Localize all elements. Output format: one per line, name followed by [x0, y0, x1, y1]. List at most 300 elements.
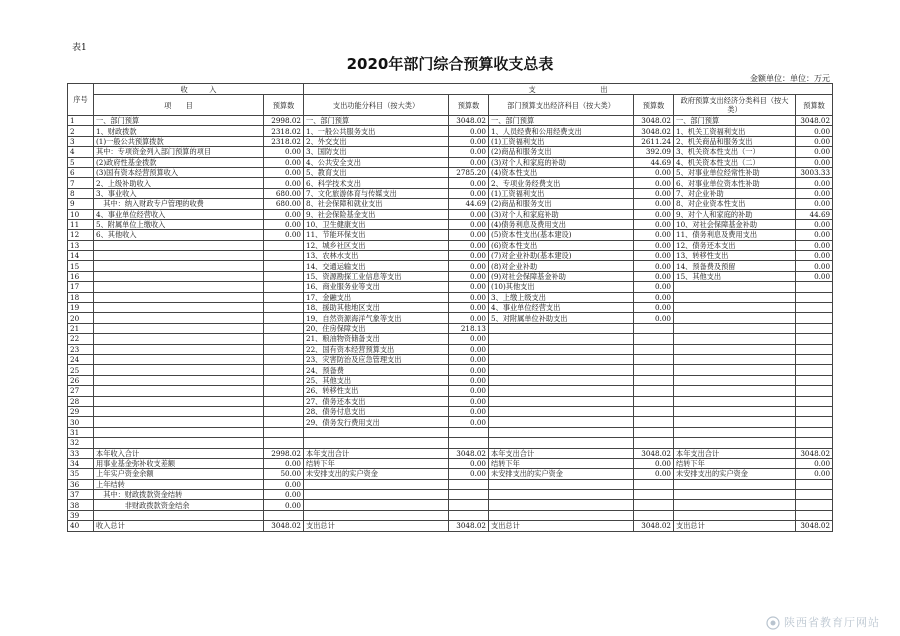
gov-amount: 3048.02 — [796, 448, 833, 458]
header-budget: 预算数 — [264, 95, 304, 116]
gov-item: 10、对社会保障基金补助 — [674, 219, 796, 229]
income-item: 收入总计 — [94, 521, 264, 531]
gov-item: 6、对事业单位资本性补助 — [674, 178, 796, 188]
dept-item: (2)商品和服务支出 — [489, 147, 634, 157]
func-item: 8、社会保障和就业支出 — [304, 199, 449, 209]
dept-amount: 0.00 — [634, 313, 674, 323]
gov-item: 本年支出合计 — [674, 448, 796, 458]
func-item: 28、债务付息支出 — [304, 406, 449, 416]
table-row — [68, 458, 833, 468]
func-amount: 218.13 — [449, 323, 489, 333]
func-amount: 44.69 — [449, 199, 489, 209]
income-amount: 0.00 — [264, 479, 304, 489]
table-row — [68, 448, 833, 458]
income-amount: 0.00 — [264, 219, 304, 229]
dept-item: (5)资本性支出(基本建设) — [489, 230, 634, 240]
income-amount — [264, 510, 304, 520]
income-amount — [264, 396, 304, 406]
row-number: 23 — [68, 344, 94, 354]
table-row — [68, 334, 833, 344]
gov-item: 8、对企业资本性支出 — [674, 199, 796, 209]
income-amount: 0.00 — [264, 230, 304, 240]
func-amount: 2785.20 — [449, 167, 489, 177]
row-number: 26 — [68, 375, 94, 385]
row-number: 12 — [68, 230, 94, 240]
gov-amount: 0.00 — [796, 458, 833, 468]
watermark — [766, 614, 881, 630]
header-item: 项 目 — [94, 95, 264, 116]
income-amount: 2318.02 — [264, 126, 304, 136]
income-amount — [264, 344, 304, 354]
func-amount: 0.00 — [449, 334, 489, 344]
income-amount — [264, 251, 304, 261]
gov-item — [674, 334, 796, 344]
income-amount — [264, 417, 304, 427]
income-item — [94, 417, 264, 427]
row-number: 20 — [68, 313, 94, 323]
gov-item — [674, 417, 796, 427]
dept-amount — [634, 479, 674, 489]
table-row — [68, 261, 833, 271]
row-number: 40 — [68, 521, 94, 531]
row-number: 3 — [68, 136, 94, 146]
income-amount — [264, 261, 304, 271]
income-amount: 0.00 — [264, 500, 304, 510]
dept-amount: 3048.02 — [634, 521, 674, 531]
dept-amount: 0.00 — [634, 469, 674, 479]
gov-item: 1、机关工资福利支出 — [674, 126, 796, 136]
table-row — [68, 157, 833, 167]
gov-item: 12、债务还本支出 — [674, 240, 796, 250]
row-number: 28 — [68, 396, 94, 406]
table-row — [68, 396, 833, 406]
row-number: 18 — [68, 292, 94, 302]
dept-amount — [634, 334, 674, 344]
row-number: 8 — [68, 188, 94, 198]
dept-amount — [634, 406, 674, 416]
emblem-icon — [766, 616, 780, 630]
row-number: 16 — [68, 271, 94, 281]
income-amount: 0.00 — [264, 209, 304, 219]
income-item — [94, 427, 264, 437]
header-budget: 预算数 — [449, 95, 489, 116]
func-amount: 0.00 — [449, 271, 489, 281]
income-item: 5、附属单位上缴收入 — [94, 219, 264, 229]
income-item — [94, 354, 264, 364]
row-number: 33 — [68, 448, 94, 458]
gov-amount: 0.00 — [796, 271, 833, 281]
dept-amount — [634, 438, 674, 448]
income-amount: 0.00 — [264, 157, 304, 167]
dept-item — [489, 344, 634, 354]
dept-item: 结转下年 — [489, 458, 634, 468]
income-amount — [264, 313, 304, 323]
gov-item: 结转下年 — [674, 458, 796, 468]
func-item: 5、教育支出 — [304, 167, 449, 177]
table-row — [68, 427, 833, 437]
dept-item: (6)资本性支出 — [489, 240, 634, 250]
dept-item: (8)对企业补助 — [489, 261, 634, 271]
income-amount: 2998.02 — [264, 448, 304, 458]
table-row — [68, 167, 833, 177]
gov-amount — [796, 406, 833, 416]
dept-item: 1、人员经费和公用经费支出 — [489, 126, 634, 136]
dept-item: (4)债务利息及费用支出 — [489, 219, 634, 229]
dept-amount: 0.00 — [634, 251, 674, 261]
header-gov: 政府预算支出经济分类科目（按大类） — [674, 95, 796, 116]
gov-amount: 0.00 — [796, 261, 833, 271]
row-number: 9 — [68, 199, 94, 209]
func-amount: 0.00 — [449, 469, 489, 479]
income-item: 6、其他收入 — [94, 230, 264, 240]
table-row — [68, 251, 833, 261]
table-row — [68, 292, 833, 302]
table-row — [68, 178, 833, 188]
gov-amount: 3048.02 — [796, 521, 833, 531]
dept-amount: 392.09 — [634, 147, 674, 157]
gov-item — [674, 375, 796, 385]
func-amount: 0.00 — [449, 354, 489, 364]
func-item: 支出总计 — [304, 521, 449, 531]
row-number: 32 — [68, 438, 94, 448]
row-number: 4 — [68, 147, 94, 157]
gov-item — [674, 313, 796, 323]
gov-item: 14、预备费及预留 — [674, 261, 796, 271]
table-row — [68, 469, 833, 479]
row-number: 1 — [68, 116, 94, 126]
gov-item — [674, 427, 796, 437]
row-number: 39 — [68, 510, 94, 520]
func-item: 22、国有资本经营预算支出 — [304, 344, 449, 354]
income-amount: 3048.02 — [264, 521, 304, 531]
income-amount — [264, 271, 304, 281]
table-row — [68, 303, 833, 313]
income-amount: 0.00 — [264, 490, 304, 500]
row-number: 2 — [68, 126, 94, 136]
gov-amount: 0.00 — [796, 147, 833, 157]
func-item: 29、债务发行费用支出 — [304, 417, 449, 427]
table-row — [68, 479, 833, 489]
header-income: 收 入 — [94, 84, 304, 95]
income-amount — [264, 354, 304, 364]
func-item: 24、预备费 — [304, 365, 449, 375]
func-amount: 0.00 — [449, 458, 489, 468]
income-amount — [264, 386, 304, 396]
dept-amount — [634, 500, 674, 510]
dept-amount: 0.00 — [634, 178, 674, 188]
dept-item — [489, 323, 634, 333]
row-number: 6 — [68, 167, 94, 177]
row-number: 5 — [68, 157, 94, 167]
func-item: 1、一般公共服务支出 — [304, 126, 449, 136]
dept-item: 4、事业单位经营支出 — [489, 303, 634, 313]
dept-item — [489, 417, 634, 427]
dept-amount: 0.00 — [634, 219, 674, 229]
gov-amount: 0.00 — [796, 157, 833, 167]
dept-item: 支出总计 — [489, 521, 634, 531]
dept-item: 5、对附属单位补助支出 — [489, 313, 634, 323]
income-amount — [264, 240, 304, 250]
gov-amount: 44.69 — [796, 209, 833, 219]
budget-table — [67, 83, 833, 532]
row-number: 24 — [68, 354, 94, 364]
func-item: 14、交通运输支出 — [304, 261, 449, 271]
gov-amount — [796, 313, 833, 323]
row-number: 19 — [68, 303, 94, 313]
income-amount — [264, 292, 304, 302]
dept-amount: 0.00 — [634, 261, 674, 271]
dept-amount: 0.00 — [634, 458, 674, 468]
header-budget: 预算数 — [796, 95, 833, 116]
row-number: 7 — [68, 178, 94, 188]
dept-amount — [634, 427, 674, 437]
gov-item: 未安排支出的实户资金 — [674, 469, 796, 479]
gov-amount: 3048.02 — [796, 116, 833, 126]
row-number: 21 — [68, 323, 94, 333]
gov-item: 2、机关商品和服务支出 — [674, 136, 796, 146]
gov-item — [674, 292, 796, 302]
header-seq: 序号 — [68, 84, 94, 116]
func-amount: 0.00 — [449, 251, 489, 261]
gov-amount: 0.00 — [796, 219, 833, 229]
dept-item: 本年支出合计 — [489, 448, 634, 458]
income-item: 本年收入合计 — [94, 448, 264, 458]
row-number: 37 — [68, 490, 94, 500]
dept-amount: 0.00 — [634, 199, 674, 209]
table-row — [68, 386, 833, 396]
income-amount — [264, 438, 304, 448]
table-row — [68, 500, 833, 510]
header-func: 支出功能分科目（按大类） — [304, 95, 449, 116]
row-number: 36 — [68, 479, 94, 489]
gov-amount — [796, 344, 833, 354]
dept-amount: 2611.24 — [634, 136, 674, 146]
row-number: 11 — [68, 219, 94, 229]
dept-item — [489, 427, 634, 437]
row-number: 34 — [68, 458, 94, 468]
func-amount — [449, 479, 489, 489]
income-item — [94, 510, 264, 520]
income-item — [94, 375, 264, 385]
row-number: 10 — [68, 209, 94, 219]
income-item: 其中：财政拨款资金结转 — [94, 490, 264, 500]
func-amount: 0.00 — [449, 178, 489, 188]
dept-item — [489, 406, 634, 416]
income-item — [94, 261, 264, 271]
func-item: 10、卫生健康支出 — [304, 219, 449, 229]
header-expense: 支 出 — [304, 84, 833, 95]
table-row — [68, 354, 833, 364]
income-item — [94, 313, 264, 323]
dept-amount — [634, 354, 674, 364]
dept-item: 2、专项业务经费支出 — [489, 178, 634, 188]
dept-amount: 3048.02 — [634, 116, 674, 126]
income-item — [94, 323, 264, 333]
func-item: 6、科学技术支出 — [304, 178, 449, 188]
gov-item — [674, 386, 796, 396]
gov-item — [674, 396, 796, 406]
func-item: 26、转移性支出 — [304, 386, 449, 396]
dept-amount — [634, 490, 674, 500]
income-item — [94, 240, 264, 250]
gov-amount — [796, 354, 833, 364]
income-item: (1)一般公共预算拨款 — [94, 136, 264, 146]
table-row — [68, 344, 833, 354]
gov-item: 9、对个人和家庭的补助 — [674, 209, 796, 219]
func-amount — [449, 438, 489, 448]
unit-label: 金额单位：单位：万元 — [750, 74, 830, 83]
func-item: 17、金融支出 — [304, 292, 449, 302]
gov-item — [674, 365, 796, 375]
gov-item — [674, 282, 796, 292]
gov-item: 支出总计 — [674, 521, 796, 531]
func-amount: 0.00 — [449, 313, 489, 323]
income-item — [94, 271, 264, 281]
func-item: 13、农林水支出 — [304, 251, 449, 261]
gov-item — [674, 303, 796, 313]
dept-amount: 3048.02 — [634, 126, 674, 136]
income-item — [94, 282, 264, 292]
func-item: 本年支出合计 — [304, 448, 449, 458]
gov-item: 5、对事业单位经常性补助 — [674, 167, 796, 177]
table-row — [68, 510, 833, 520]
func-amount: 0.00 — [449, 417, 489, 427]
dept-item: (4)资本性支出 — [489, 167, 634, 177]
header-budget: 预算数 — [634, 95, 674, 116]
dept-amount: 3048.02 — [634, 448, 674, 458]
gov-item — [674, 510, 796, 520]
income-item: 非财政拨款资金结余 — [94, 500, 264, 510]
func-item: 4、公共安全支出 — [304, 157, 449, 167]
dept-item — [489, 438, 634, 448]
func-amount: 0.00 — [449, 406, 489, 416]
table-row — [68, 147, 833, 157]
gov-item — [674, 354, 796, 364]
income-item: 上年实户资金余额 — [94, 469, 264, 479]
func-amount: 3048.02 — [449, 521, 489, 531]
income-item — [94, 251, 264, 261]
dept-item — [489, 354, 634, 364]
func-item: 未安排支出的实户资金 — [304, 469, 449, 479]
dept-amount: 0.00 — [634, 188, 674, 198]
income-item: 4、事业单位经营收入 — [94, 209, 264, 219]
table-row — [68, 490, 833, 500]
func-amount: 0.00 — [449, 292, 489, 302]
gov-item — [674, 438, 796, 448]
income-amount: 0.00 — [264, 458, 304, 468]
func-item: 18、援助其他地区支出 — [304, 303, 449, 313]
func-item: 结转下年 — [304, 458, 449, 468]
func-item — [304, 510, 449, 520]
gov-amount — [796, 500, 833, 510]
dept-item: (3)对个人和家庭的补助 — [489, 157, 634, 167]
income-item: 2、上级补助收入 — [94, 178, 264, 188]
gov-amount — [796, 396, 833, 406]
income-amount — [264, 375, 304, 385]
gov-amount: 3003.33 — [796, 167, 833, 177]
gov-item: 13、转移性支出 — [674, 251, 796, 261]
dept-item — [489, 375, 634, 385]
income-amount: 0.00 — [264, 147, 304, 157]
dept-amount — [634, 510, 674, 520]
income-amount — [264, 427, 304, 437]
table-row — [68, 230, 833, 240]
dept-item: (7)对企业补助(基本建设) — [489, 251, 634, 261]
income-item — [94, 303, 264, 313]
gov-amount: 0.00 — [796, 230, 833, 240]
gov-item: 4、机关资本性支出（二） — [674, 157, 796, 167]
func-amount: 0.00 — [449, 219, 489, 229]
gov-amount: 0.00 — [796, 136, 833, 146]
table-row — [68, 271, 833, 281]
func-item: 2、外交支出 — [304, 136, 449, 146]
dept-item — [489, 500, 634, 510]
income-amount: 2998.02 — [264, 116, 304, 126]
income-item: 一、部门预算 — [94, 116, 264, 126]
row-number: 31 — [68, 427, 94, 437]
table-row — [68, 313, 833, 323]
gov-amount: 0.00 — [796, 199, 833, 209]
gov-amount — [796, 438, 833, 448]
gov-amount — [796, 292, 833, 302]
dept-amount: 0.00 — [634, 209, 674, 219]
dept-item: 一、部门预算 — [489, 116, 634, 126]
dept-amount — [634, 323, 674, 333]
row-number: 13 — [68, 240, 94, 250]
gov-amount: 0.00 — [796, 240, 833, 250]
income-item: 1、财政拨款 — [94, 126, 264, 136]
table-row — [68, 126, 833, 136]
gov-amount — [796, 417, 833, 427]
income-item: 上年结转 — [94, 479, 264, 489]
income-item: 其中：专项资金列入部门预算的项目 — [94, 147, 264, 157]
income-item: 用事业基金弥补收支差额 — [94, 458, 264, 468]
table-number: 表1 — [72, 43, 87, 53]
func-amount: 0.00 — [449, 240, 489, 250]
row-number: 15 — [68, 261, 94, 271]
row-number: 29 — [68, 406, 94, 416]
income-item: 其中：纳入财政专户管理的收费 — [94, 199, 264, 209]
income-item — [94, 406, 264, 416]
gov-amount — [796, 303, 833, 313]
income-amount: 50.00 — [264, 469, 304, 479]
income-amount — [264, 323, 304, 333]
func-item: 15、资源勘探工业信息等支出 — [304, 271, 449, 281]
dept-item: 未安排支出的实户资金 — [489, 469, 634, 479]
dept-item — [489, 490, 634, 500]
dept-amount: 0.00 — [634, 292, 674, 302]
income-item — [94, 334, 264, 344]
dept-item: (10)其他支出 — [489, 282, 634, 292]
func-amount: 0.00 — [449, 303, 489, 313]
dept-amount — [634, 386, 674, 396]
table-row — [68, 116, 833, 126]
income-item: (2)政府性基金拨款 — [94, 157, 264, 167]
dept-amount: 0.00 — [634, 167, 674, 177]
income-amount: 0.00 — [264, 178, 304, 188]
gov-item — [674, 344, 796, 354]
func-item: 9、社会保险基金支出 — [304, 209, 449, 219]
dept-item: 3、上缴上级支出 — [489, 292, 634, 302]
func-item — [304, 490, 449, 500]
gov-amount — [796, 323, 833, 333]
table-row — [68, 521, 833, 531]
func-item: 20、住房保障支出 — [304, 323, 449, 333]
table-row — [68, 282, 833, 292]
func-amount: 0.00 — [449, 157, 489, 167]
row-number: 30 — [68, 417, 94, 427]
gov-item: 11、债务利息及费用支出 — [674, 230, 796, 240]
